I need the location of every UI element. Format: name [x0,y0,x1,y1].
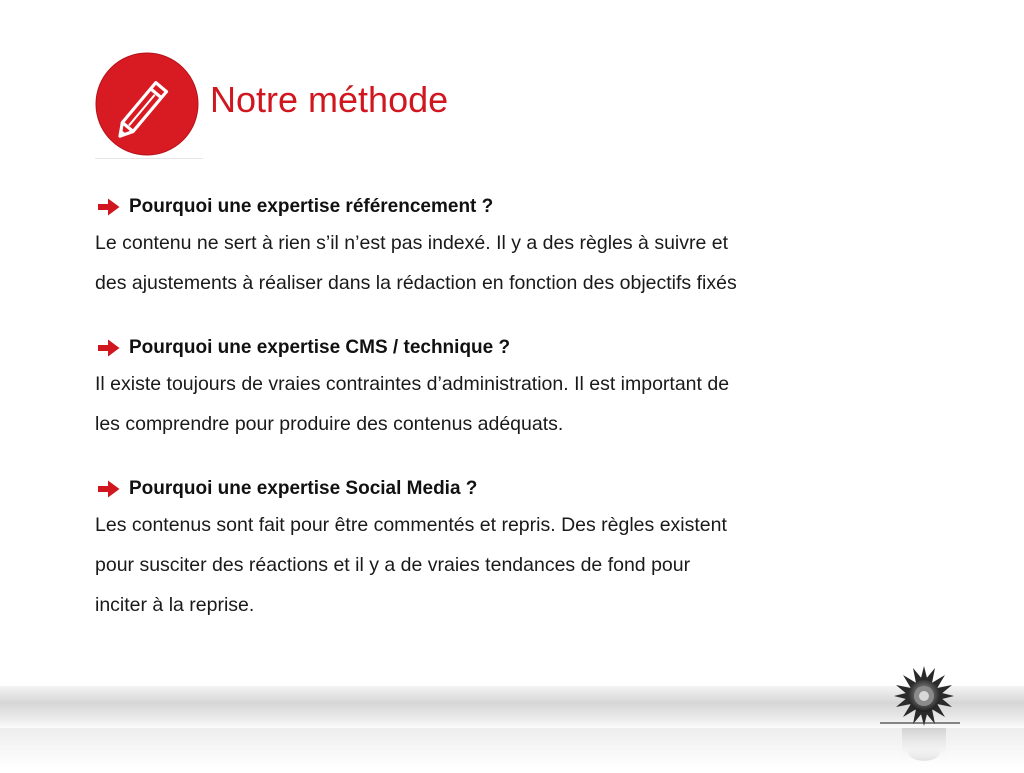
section-cms-technique [95,333,955,444]
footer-band [0,686,1024,728]
page-title: Notre méthode [210,79,449,120]
content [95,192,955,655]
footer-band-reflection [0,728,1024,768]
arrow-right-icon [97,197,121,217]
section-heading-text: Pourquoi une expertise référencement ? [129,196,494,217]
section-heading-text: Pourquoi une expertise CMS / technique ? [129,337,511,358]
arrow-right-icon [97,338,121,358]
section-body [95,364,955,444]
arrow-right-icon [97,479,121,499]
body-line: Il existe toujours de vraies contraintes d’administration. Il est important de [95,373,730,395]
section-referencement [95,192,955,303]
section-body [95,223,955,303]
body-line: inciter à la reprise. [95,594,255,616]
sunburst-emblem-icon [878,660,962,768]
section-heading [95,333,955,363]
section-heading [95,192,955,222]
section-heading-text: Pourquoi une expertise Social Media ? [129,478,478,499]
section-heading [95,474,955,504]
pencil-logo [95,50,203,159]
body-line: les comprendre pour produire des contenus adéquats. [95,413,564,435]
body-line: Le contenu ne sert à rien s’il n’est pas indexé. Il y a des règles à suivre et [95,232,729,254]
body-line: pour susciter des réactions et il y a de vraies tendances de fond pour [95,554,691,576]
section-social-media [95,474,955,625]
body-line: des ajustements à réaliser dans la rédaction en fonction des objectifs fixés [95,272,737,294]
pencil-icon [95,50,203,158]
section-body [95,505,955,625]
body-line: Les contenus sont fait pour être commentés et repris. Des règles existent [95,514,727,536]
